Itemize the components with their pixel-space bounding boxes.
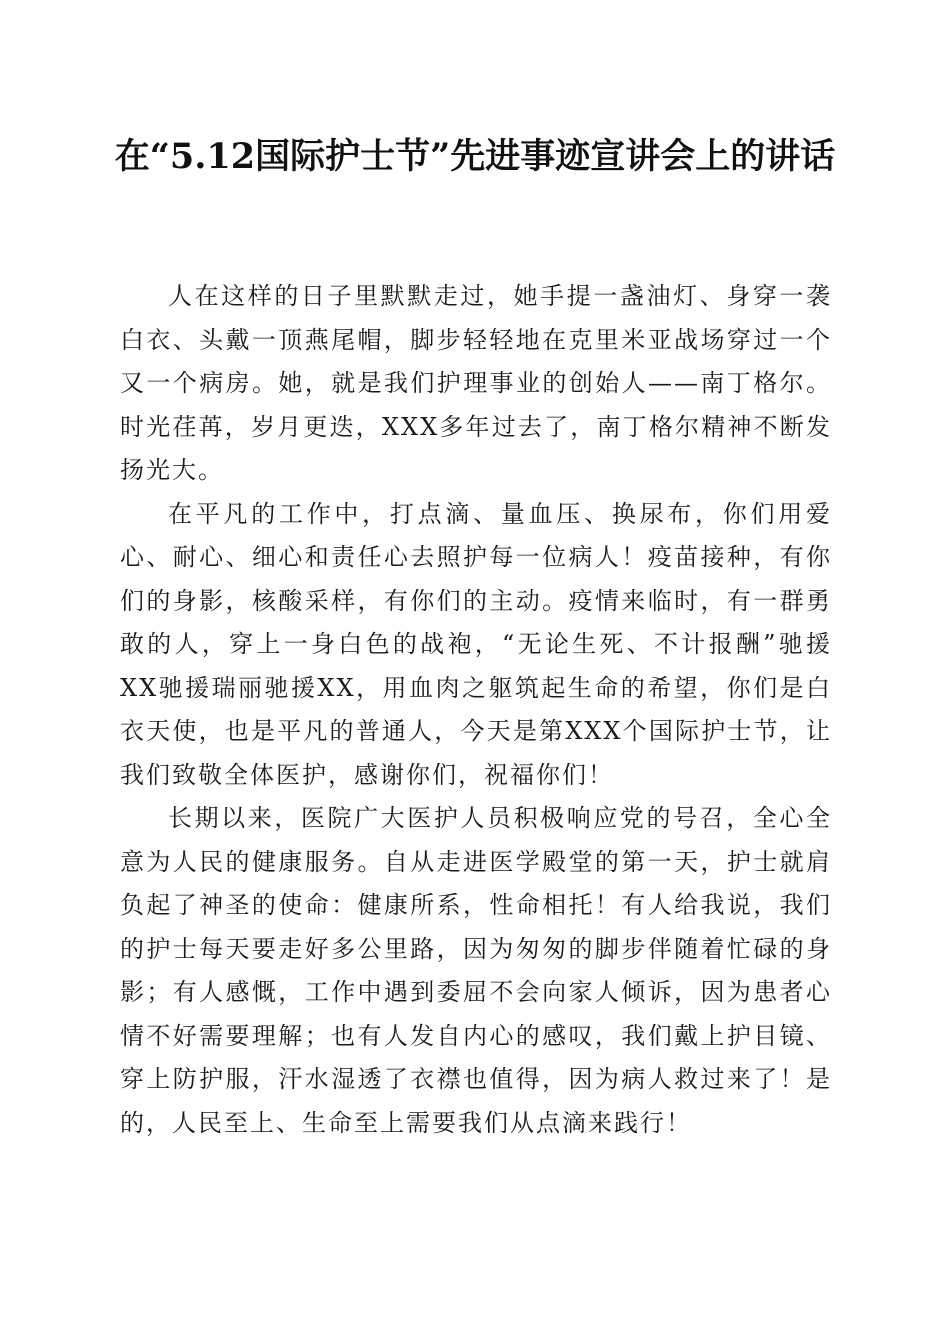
paragraph-3: 长期以来，医院广大医护人员积极响应党的号召，全心全意为人民的健康服务。自从走进医学殿堂的第一天，护士就肩负起了神圣的使命：健康所系，性命相托！有人给我说，我们的护士每天要走好多公里路，因为匆匆的脚步伴随着忙碌的身影；有人感慨，工作中遇到委屈不会向家人倾诉，因为患者心情不好需要理解；也有人发自内心的感叹，我们戴上护目镜、穿上防护服，汗水湿透了衣襟也值得，因为病人救过来了！是的，人民至上、生命至上需要我们从点滴来践行！ — [120, 804, 832, 1137]
paragraph-1: 人在这样的日子里默默走过，她手提一盏油灯、身穿一袭白衣、头戴一顶燕尾帽，脚步轻轻地在克里米亚战场穿过一个又一个病房。她，就是我们护理事业的创始人——南丁格尔。时光荏苒，岁月更迭，XXX多年过去了，南丁格尔精神不断发扬光大。 — [120, 282, 832, 484]
paragraph-2: 在平凡的工作中，打点滴、量血压、换尿布，你们用爱心、耐心、细心和责任心去照护每一位病人！疫苗接种，有你们的身影，核酸采样，有你们的主动。疫情来临时，有一群勇敢的人，穿上一身白色的战袍，“无论生死、不计报酬”驰援XX驰援瑞丽驰援XX，用血肉之躯筑起生命的希望，你们是白衣天使，也是平凡的普通人，今天是第XXX个国际护士节，让我们致敬全体医护，感谢你们，祝福你们！ — [120, 499, 832, 789]
document-body — [120, 275, 832, 1145]
document-title: 在“5.12国际护士节”先进事迹宣讲会上的讲话 — [114, 136, 836, 177]
